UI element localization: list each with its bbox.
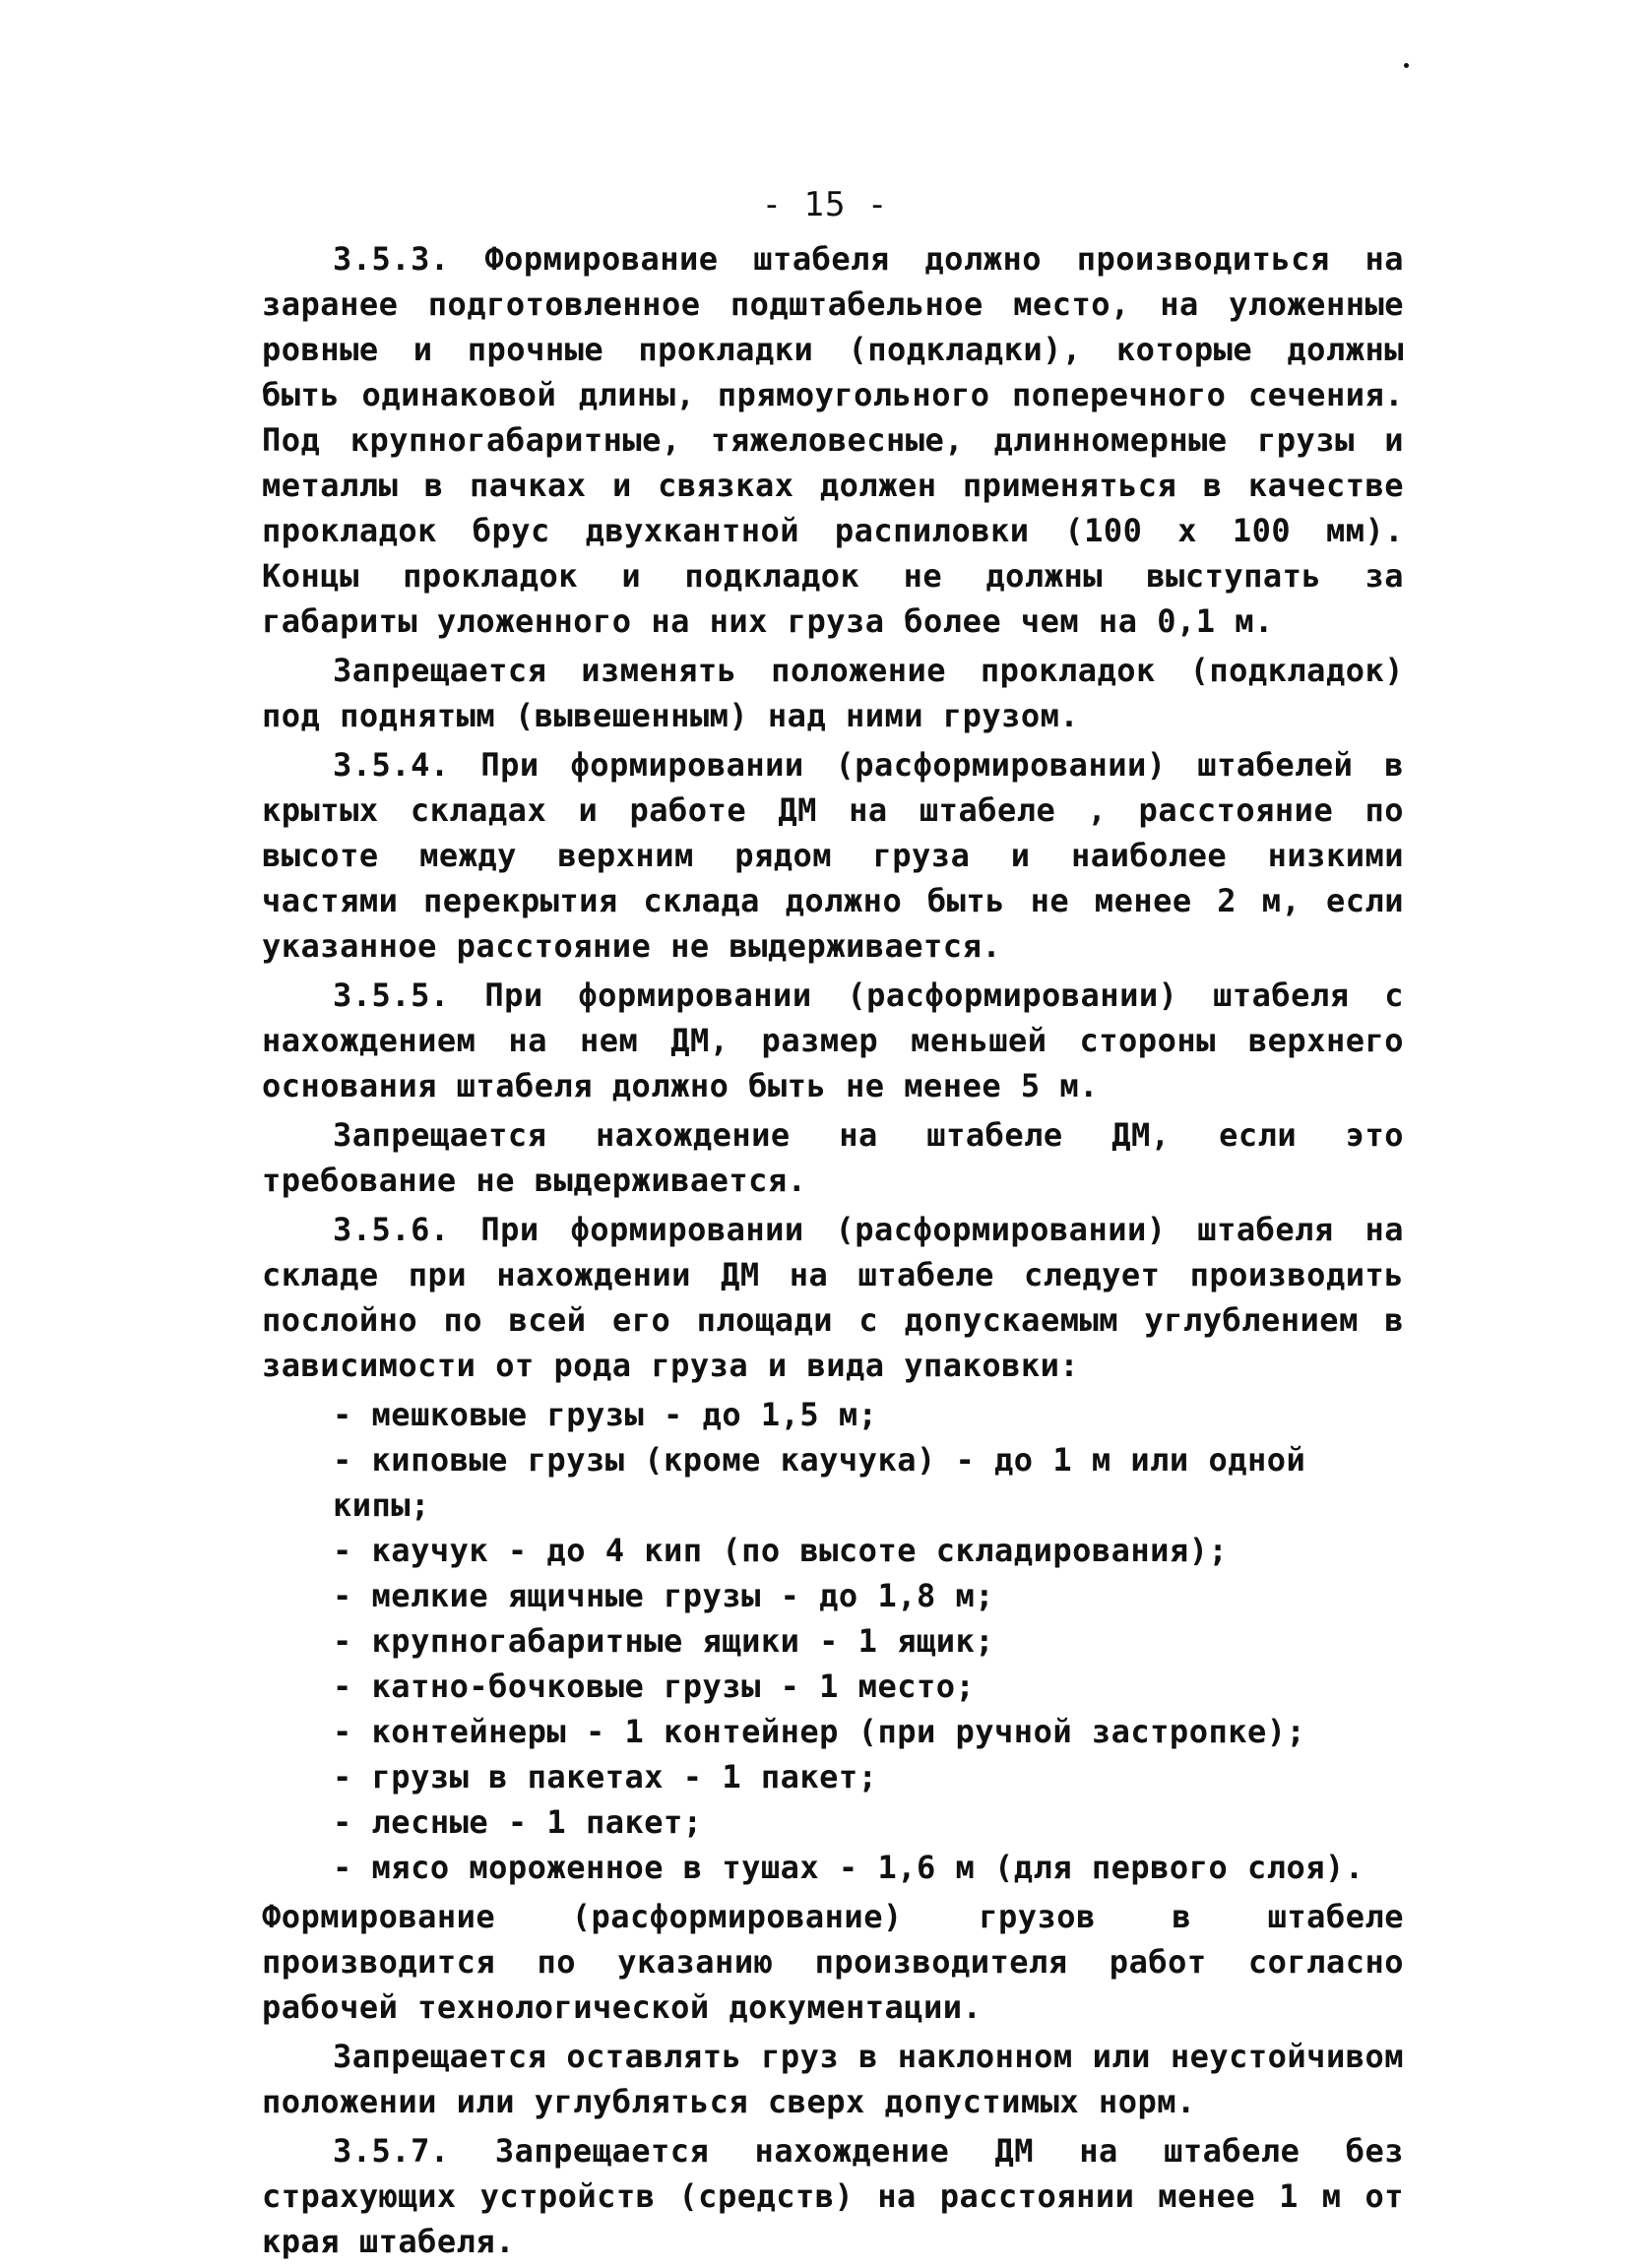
list-item: - грузы в пакетах - 1 пакет;	[333, 1758, 878, 1796]
list-item: - мясо мороженное в тушах - 1,6 м (для первого слоя).	[333, 1849, 1364, 1886]
list-item: - мелкие ящичные грузы - до 1,8 м;	[333, 1577, 995, 1614]
paragraph-prohibition-tilt: Запрещается оставлять груз в наклонном или неустойчивом положении или углубляться сверх допустимых норм.	[262, 2038, 1404, 2120]
paragraph-3-5-7: 3.5.7. Запрещается нахождение ДМ на штабеле без страхующих устройств (средств) на расстоянии менее 1 м от края штабеля.	[262, 2132, 1404, 2260]
scan-speck	[1404, 63, 1409, 68]
paragraph-3-5-3: 3.5.3. Формирование штабеля должно производиться на заранее подготовленное подштабельное место, на уложенные ровные и прочные прокладки (подкладки), которые должны быть одинаковой длины, прямоугольного поперечного сечения. Под крупногабаритные, тяжеловесные, длинномерные грузы и металлы в пачках и связках должен применяться в качестве прокладок брус двухкантной распиловки (100 х 100 мм). Концы прокладок и подкладок не должны выступать за габариты уложенного на них груза более чем на 0,1 м.	[262, 240, 1404, 640]
paragraph-3-5-4: 3.5.4. При формировании (расформировании) штабелей в крытых складах и работе ДМ на штабеле , расстояние по высоте между верхним рядом груза и наиболее низкими частями перекрытия склада должно быть не менее 2 м, если указанное расстояние не выдерживается.	[262, 746, 1404, 965]
list-item: - контейнеры - 1 контейнер (при ручной застропке);	[333, 1713, 1306, 1750]
document-body	[262, 236, 1404, 2268]
paragraph-3-5-6: 3.5.6. При формировании (расформировании) штабеля на складе при нахождении ДМ на штабеле следует производить послойно по всей его площади с допускаемым углублением в зависимости от рода груза и вида упаковки:	[262, 1211, 1404, 1384]
paragraph-prohibition-stack: Запрещается нахождение на штабеле ДМ, если это требование не выдерживается.	[262, 1116, 1404, 1199]
list-item: - мешковые грузы - до 1,5 м;	[333, 1396, 878, 1433]
paragraph-formation-instruction: Формирование (расформирование) грузов в штабеле производится по указанию производителя работ согласно рабочей технологической документации.	[262, 1898, 1404, 2026]
list-item: - лесные - 1 пакет;	[333, 1803, 703, 1841]
list-item: - каучук - до 4 кип (по высоте складирования);	[333, 1532, 1229, 1569]
list-item: - крупногабаритные ящики - 1 ящик;	[333, 1622, 995, 1660]
page-number: - 15 -	[761, 185, 889, 224]
list-item: - катно-бочковые грузы - 1 место;	[333, 1668, 976, 1705]
paragraph-prohibition-pads: Запрещается изменять положение прокладок (подкладок) под поднятым (вывешенным) над ними грузом.	[262, 652, 1404, 734]
cargo-depth-list	[262, 1392, 1404, 1890]
paragraph-3-5-5: 3.5.5. При формировании (расформировании) штабеля с нахождением на нем ДМ, размер меньшей стороны верхнего основания штабеля должно быть не менее 5 м.	[262, 976, 1404, 1104]
list-item: - киповые грузы (кроме каучука) - до 1 м или одной кипы;	[333, 1441, 1306, 1524]
